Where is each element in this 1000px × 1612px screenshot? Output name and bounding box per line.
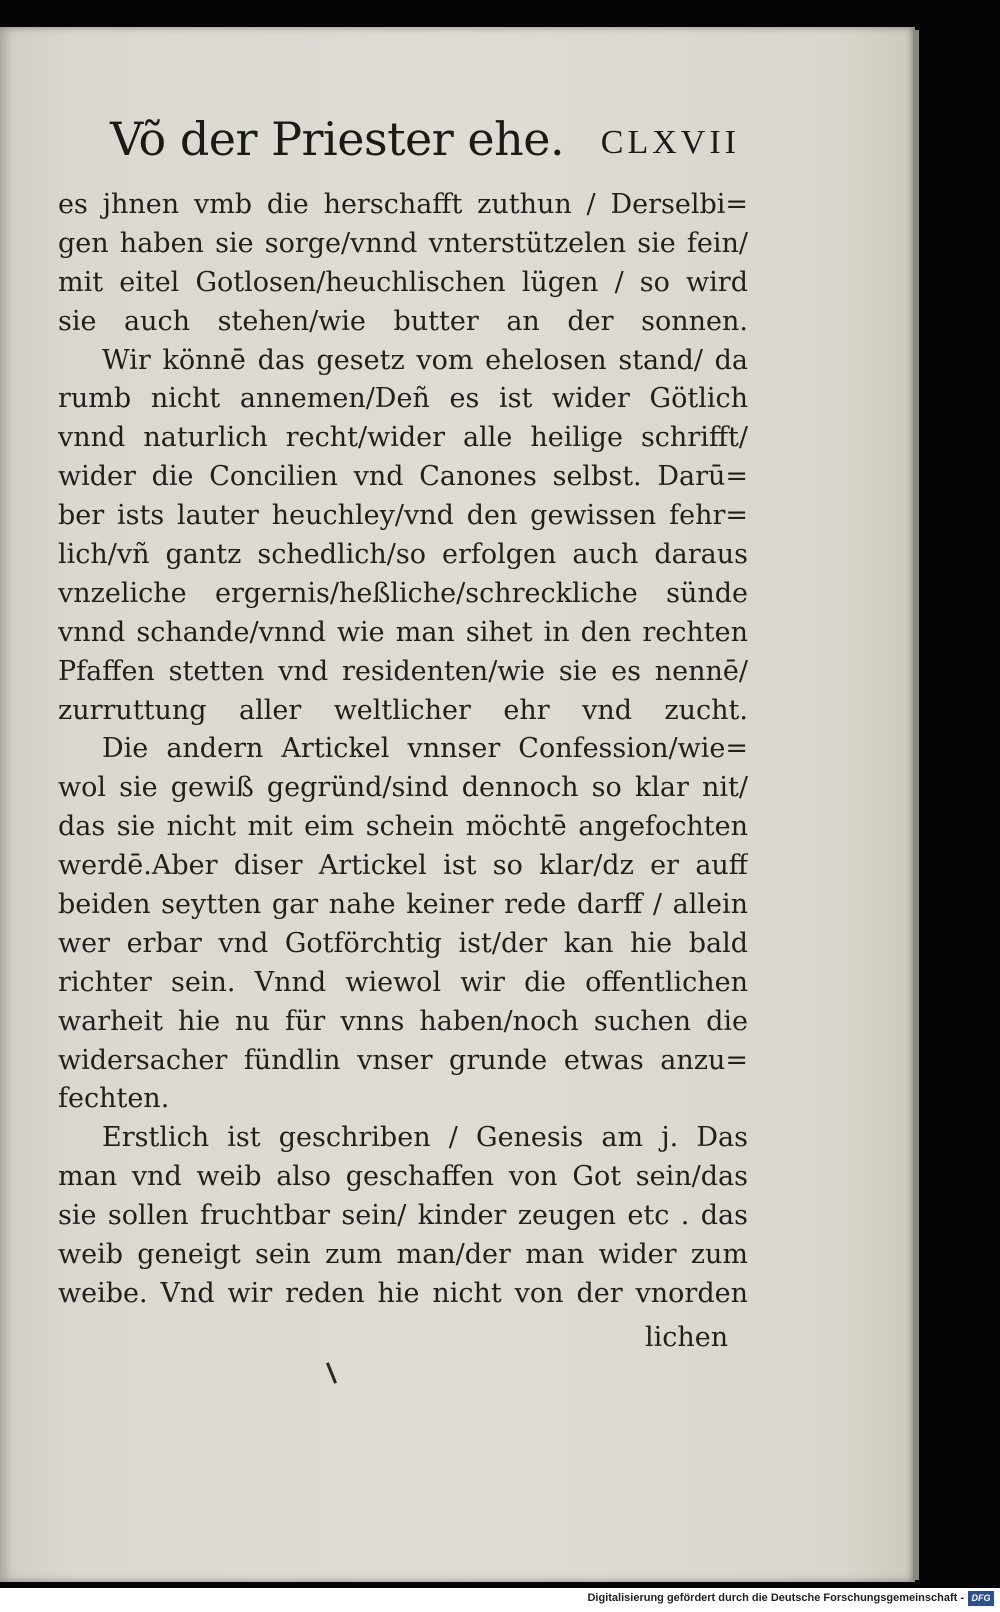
page-header (110, 112, 740, 192)
text-line: zurruttung aller weltlicher ehr vnd zucht. (58, 694, 748, 726)
body-text (58, 186, 748, 1314)
text-line: weibe. Vnd wir reden hie nicht von der vnorden (58, 1277, 748, 1309)
text-line: Wir könnē das gesetz vom ehelosen stand/ da (102, 344, 748, 376)
dfg-logo: DFG (968, 1591, 994, 1606)
text-line: vnzeliche ergernis/heßliche/schreckliche sünde (58, 577, 748, 609)
text-line: warheit hie nu für vnns haben/noch suchen die (58, 1005, 748, 1037)
text-line: werdē.Aber diser Artickel ist so klar/dz er auff (58, 850, 748, 882)
text-line: vnnd schande/vnnd wie man sihet in den rechten (58, 616, 748, 648)
text-line: wol sie gewiß gegründ/sind dennoch so klar nit/ (58, 772, 748, 804)
text-line: Erstlich ist geschriben / Genesis am j. Das (102, 1122, 748, 1154)
text-line: beiden seytten gar nahe keiner rede darff / allein (58, 889, 748, 921)
text-line: vnnd naturlich recht/wider alle heilige schrifft/ (58, 422, 748, 454)
text-line: mit eitel Gotlosen/heuchlischen lügen / so wird (58, 266, 748, 298)
text-line: Die andern Artickel vnnser Confession/wie= (102, 733, 748, 765)
text-line: man vnd weib also geschaffen von Got sein/das (58, 1161, 748, 1193)
page-edge (913, 30, 919, 1580)
text-line: wider die Concilien vnd Canones selbst. Darū= (58, 461, 748, 493)
running-head: Võ der Priester ehe. (110, 112, 565, 166)
text-line: gen haben sie sorge/vnnd vnterstützelen sie fein/ (58, 227, 748, 259)
text-line: richter sein. Vnnd wiewol wir die offentlichen (58, 966, 748, 998)
text-line: sie sollen fruchtbar sein/ kinder zeugen etc . das (58, 1200, 748, 1232)
text-line: rumb nicht annemen/Deñ es ist wider Götlich (58, 383, 748, 415)
text-line: lich/vñ gantz schedlich/so erfolgen auch daraus (58, 539, 748, 571)
digitization-footer (0, 1588, 1000, 1612)
text-line: es jhnen vmb die herschafft zuthun / Derselbi= (58, 189, 748, 220)
text-line: wer erbar vnd Gotförchtig ist/der kan hie bald (58, 927, 748, 959)
text-line: ber ists lauter heuchley/vnd den gewissen fehr= (58, 500, 748, 532)
text-line: widersacher fündlin vnser grunde etwas anzu= (58, 1044, 748, 1076)
text-line: das sie nicht mit eim schein möchtē angefochten (58, 811, 748, 843)
text-line: sie auch stehen/wie butter an der sonnen. (58, 305, 748, 337)
text-line: weib geneigt sein zum man/der man wider zum (58, 1239, 748, 1271)
folio-number: CLXVII (600, 124, 740, 161)
text-line: fechten. (58, 1083, 170, 1115)
catchword: lichen (645, 1322, 729, 1353)
funding-credit: Digitalisierung gefördert durch die Deutsche Forschungsgemeinschaft - (587, 1592, 964, 1604)
text-line: Pfaffen stetten vnd residenten/wie sie es nennē/ (58, 655, 748, 687)
